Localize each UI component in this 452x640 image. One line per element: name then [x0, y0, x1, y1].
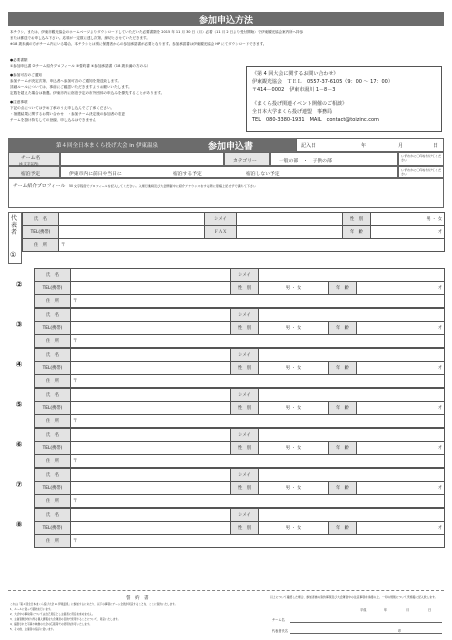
- profile-box[interactable]: [8, 178, 444, 208]
- member-name-input[interactable]: [71, 469, 231, 482]
- member-age-input[interactable]: 才: [357, 442, 445, 455]
- member-gender-label: 性 別: [231, 322, 259, 335]
- rep-fax-label: ＦＡＸ: [205, 226, 237, 239]
- member-address-input[interactable]: 〒: [71, 335, 445, 348]
- pledge-rep-line[interactable]: [290, 633, 442, 634]
- member-table: [34, 268, 445, 308]
- notes-line-2: ・抽選結果に関するお問い合わせ ・参加チーム決定後の参加者の変更: [10, 112, 125, 116]
- member-age-label: 年 齢: [329, 442, 357, 455]
- pledge-title: 誓 約 書: [126, 596, 149, 601]
- member-age-input[interactable]: 才: [357, 362, 445, 375]
- stay-option-1: 伊東市内に前日や当日に: [69, 172, 122, 177]
- member-table: [34, 308, 445, 348]
- category-note: いずれかに〇印を付けてください: [401, 154, 442, 162]
- member-table: [34, 348, 445, 388]
- contact-line-3: 〒414－0002 伊東市湯川 1－8－3: [252, 87, 336, 93]
- member-name-label: 氏 名: [35, 469, 71, 482]
- member-kana-label: シメイ: [231, 349, 259, 362]
- member-tel-input[interactable]: [71, 402, 231, 415]
- rep-tel-label: TEL(携帯): [23, 226, 59, 239]
- member-name-input[interactable]: [71, 349, 231, 362]
- member-gender-label: 性 別: [231, 402, 259, 415]
- eligible-line-3: 定数を超えた場合は抽選。伊東市内に宿泊予定の市外団体の申込みを優先することがあります。: [10, 91, 165, 95]
- team-name-sub: (6 文字以内): [19, 162, 39, 166]
- month-label: 月: [398, 143, 404, 149]
- pledge-box: [8, 590, 444, 637]
- member-kana-input[interactable]: [259, 509, 445, 522]
- member-name-input[interactable]: [71, 309, 231, 322]
- member-name-label: 氏 名: [35, 349, 71, 362]
- member-table: [34, 508, 445, 548]
- rep-name-input[interactable]: [59, 213, 205, 226]
- member-age-label: 年 齢: [329, 362, 357, 375]
- stay-options[interactable]: [60, 166, 398, 178]
- rep-label: 代表者: [11, 215, 18, 236]
- rep-tel-input[interactable]: [59, 226, 205, 239]
- member-gender-options[interactable]: 男 ・ 女: [259, 482, 329, 495]
- team-name-label-cell: [8, 152, 60, 166]
- member-name-label: 氏 名: [35, 429, 71, 442]
- member-age-input[interactable]: 才: [357, 522, 445, 535]
- member-number: ⑦: [15, 480, 23, 489]
- notes-heading: ●注意事項: [10, 100, 28, 104]
- member-address-input[interactable]: 〒: [71, 415, 445, 428]
- date-field[interactable]: [296, 138, 444, 152]
- member-address-label: 住 所: [35, 295, 71, 308]
- member-kana-input[interactable]: [259, 309, 445, 322]
- stay-note: いずれかに〇印を付けてください: [401, 168, 442, 176]
- intro-line-1: 本チラシ、または、伊東市観光協会のホームページよりダウンロードしていただいた必要書類を 2015 年 11 月 30 日（月）必着（11 月 2 日より受付開始）で伊東観光協会案内所へ持参: [10, 30, 304, 34]
- member-gender-options[interactable]: 男 ・ 女: [259, 442, 329, 455]
- rep-kana-input[interactable]: [237, 213, 343, 226]
- eligible-line-1: 参加チームが決定次第、申込者へ参加可否のご通知を発送致します。: [10, 79, 122, 83]
- member-name-label: 氏 名: [35, 509, 71, 522]
- team-name-label: チーム名: [21, 156, 41, 161]
- pledge-month: 月: [406, 608, 410, 612]
- pledge-rep-label: 代表者氏名: [272, 629, 288, 633]
- profile-hint: 50 文字程度でプロフィールを記入してください。入場行進時及び大会開催中に紹介アナウンスをする際に原稿上記せずで満ちて下さい: [69, 184, 257, 188]
- member-age-label: 年 齢: [329, 522, 357, 535]
- member-address-label: 住 所: [35, 495, 71, 508]
- member-address-input[interactable]: 〒: [71, 295, 445, 308]
- member-tel-input[interactable]: [71, 362, 231, 375]
- intro-line-3: ※18 歳未満の方がチーム内にいる場合、本チラシとは別に保護者からの参加承諾書が必要となります。参加承諾書は伊東観光協会 HP にてダウンロードできます。: [10, 42, 267, 46]
- category-options[interactable]: [270, 152, 398, 166]
- member-age-label: 年 齢: [329, 402, 357, 415]
- member-address-input[interactable]: 〒: [71, 455, 445, 468]
- profile-label: チーム紹介プロフィール: [13, 184, 66, 189]
- member-kana-label: シメイ: [231, 509, 259, 522]
- rep-age-input[interactable]: 才: [371, 226, 445, 239]
- form-title: 参加申込書: [208, 142, 254, 152]
- pledge-line-2: 2．大会中の事故等については自己責任とし主催者に責任を求めません。: [10, 613, 95, 616]
- member-age-input[interactable]: 才: [357, 402, 445, 415]
- member-number: ②: [15, 280, 23, 289]
- contact-line-1: 《第 4 回大会に関するお問い合わせ》: [252, 71, 339, 77]
- member-number: ⑤: [15, 400, 23, 409]
- rep-name-label: 氏 名: [23, 213, 59, 226]
- stay-label-cell: [8, 166, 60, 178]
- member-table: [34, 468, 445, 508]
- member-number: ④: [15, 360, 23, 369]
- member-gender-label: 性 別: [231, 522, 259, 535]
- member-table: [34, 428, 445, 468]
- member-name-input[interactable]: [71, 429, 231, 442]
- member-tel-input[interactable]: [71, 482, 231, 495]
- member-kana-input[interactable]: [259, 349, 445, 362]
- member-gender-label: 性 別: [231, 482, 259, 495]
- member-gender-options[interactable]: 男 ・ 女: [259, 282, 329, 295]
- member-name-label: 氏 名: [35, 309, 71, 322]
- member-number: ⑧: [15, 520, 23, 529]
- day-label: 日: [433, 143, 439, 149]
- member-tel-label: TEL(携帯): [35, 482, 71, 495]
- eligible-line-2: 詳細ルールについては、事前にご確認いただきますようお願いいたします。: [10, 85, 132, 89]
- member-name-label: 氏 名: [35, 389, 71, 402]
- rep-fax-input[interactable]: [237, 226, 343, 239]
- member-address-input[interactable]: 〒: [71, 535, 445, 548]
- category-options-text: 一般の部 ・ 子供の部: [279, 159, 332, 164]
- member-gender-label: 性 別: [231, 442, 259, 455]
- member-name-label: 氏 名: [35, 269, 71, 282]
- member-address-label: 住 所: [35, 375, 71, 388]
- member-gender-options[interactable]: 男 ・ 女: [259, 402, 329, 415]
- rep-age-label: 年 齢: [343, 226, 371, 239]
- member-table: [34, 388, 445, 428]
- member-tel-label: TEL(携帯): [35, 322, 71, 335]
- title-bar: [8, 12, 444, 26]
- required-items: ①参加申込書 ②チーム紹介プロフィール ③誓約書 ④参加承諾書（18 歳未満の方のみ）: [10, 64, 151, 68]
- member-gender-label: 性 別: [231, 362, 259, 375]
- member-gender-options[interactable]: 男 ・ 女: [259, 362, 329, 375]
- member-kana-label: シメイ: [231, 469, 259, 482]
- member-name-input[interactable]: [71, 269, 231, 282]
- member-number: ⑥: [15, 440, 23, 449]
- category-label-cell: [224, 152, 270, 166]
- member-age-input[interactable]: 才: [357, 282, 445, 295]
- rep-label-cell: [8, 212, 22, 264]
- member-kana-label: シメイ: [231, 309, 259, 322]
- contact-line-6: TEL 080-3380-1931 MAIL contact@toizinc.com: [252, 117, 379, 123]
- pledge-line-3: 3．主催者側が知り得る個人情報を大会運営の目的で使用することについて、同意いたします。: [10, 618, 121, 621]
- year-label: 年: [361, 143, 367, 149]
- contact-line-2: 伊東観光協会 ＴＥＬ 0557-37-6105（9：00 ～ 17：00）: [252, 79, 393, 85]
- member-age-label: 年 齢: [329, 282, 357, 295]
- member-address-input[interactable]: 〒: [71, 375, 445, 388]
- category-note-cell: [398, 152, 444, 166]
- contact-line-4: 《まくら投げ関連イベント開催のご相談》: [252, 101, 348, 107]
- form-header-bar: [8, 138, 296, 152]
- member-address-label: 住 所: [35, 455, 71, 468]
- member-address-label: 住 所: [35, 335, 71, 348]
- rep-address-label: 住 所: [23, 239, 59, 252]
- member-kana-input[interactable]: [259, 269, 445, 282]
- member-name-input[interactable]: [71, 389, 231, 402]
- member-age-input[interactable]: 才: [357, 322, 445, 335]
- pledge-line-0: これは「第４回全日本まくら投げ大会 in 伊東温泉」に参加するにあたり、以下の事項にチーム全員が同意することを、ここに誓約いたします。: [10, 603, 178, 606]
- pledge-right-text: 以上について確認した場合、参加者様の誓約事項及び大会運営中の注意事項を承諾の上、一切の規則について実施後に記入致します。: [270, 595, 438, 599]
- member-kana-input[interactable]: [259, 389, 445, 402]
- member-address-label: 住 所: [35, 415, 71, 428]
- member-kana-input[interactable]: [259, 469, 445, 482]
- member-tel-input[interactable]: [71, 322, 231, 335]
- eligible-heading: ●参加可否のご通知: [10, 73, 42, 77]
- team-name-input[interactable]: [60, 152, 224, 166]
- stay-option-2: 宿泊する予定: [173, 172, 202, 177]
- intro-line-2: または郵送でお申し込み下さい。応募が一定数に達し次第、締切とさせていただきます。: [10, 36, 150, 40]
- pledge-team-line[interactable]: [290, 622, 442, 623]
- pledge-line-1: 1．ルールに従って競技を行います。: [10, 608, 53, 611]
- rep-gender-label: 性 別: [343, 213, 371, 226]
- member-age-label: 年 齢: [329, 482, 357, 495]
- member-kana-label: シメイ: [231, 429, 259, 442]
- category-label: カテゴリー: [233, 159, 257, 164]
- required-heading: ●必要書類: [10, 58, 28, 62]
- member-gender-options[interactable]: 男 ・ 女: [259, 522, 329, 535]
- stay-note-cell: [398, 166, 444, 178]
- member-name-input[interactable]: [71, 509, 231, 522]
- member-tel-label: TEL(携帯): [35, 402, 71, 415]
- member-tel-label: TEL(携帯): [35, 522, 71, 535]
- event-name: 第４回全日本まくら投げ大会 in 伊東温泉: [56, 143, 159, 149]
- member-gender-options[interactable]: 男 ・ 女: [259, 322, 329, 335]
- member-kana-input[interactable]: [259, 429, 445, 442]
- member-kana-label: シメイ: [231, 389, 259, 402]
- pledge-line-4: 4．撮影された写真や映像の大会の広報等での使用を許可いたします。: [10, 623, 92, 626]
- rep-number: ①: [10, 251, 17, 259]
- notes-line-1: 下記の点については予め了承のうえ申し込んでご了承ください。: [10, 106, 115, 110]
- heisei-label: 平成: [360, 608, 367, 612]
- pledge-team-label: チーム名: [272, 618, 285, 622]
- member-age-label: 年 齢: [329, 322, 357, 335]
- date-label: 記入日: [301, 143, 317, 149]
- rep-gender-options[interactable]: 男 ・ 女: [371, 213, 445, 226]
- member-number: ③: [15, 320, 23, 329]
- member-age-input[interactable]: 才: [357, 482, 445, 495]
- member-tel-label: TEL(携帯): [35, 362, 71, 375]
- member-kana-label: シメイ: [231, 269, 259, 282]
- stay-label: 宿泊予定: [21, 172, 41, 177]
- member-tel-input[interactable]: [71, 522, 231, 535]
- member-tel-label: TEL(携帯): [35, 442, 71, 455]
- rep-address-input[interactable]: 〒: [59, 239, 445, 252]
- notes-line-3: チームを掛け持ちしての登録、申し込みはできません: [10, 118, 97, 122]
- pledge-year: 年: [384, 608, 388, 612]
- contact-box: [246, 66, 442, 132]
- pledge-line-5: 5．その他、主催者の指示に従います。: [10, 628, 56, 631]
- pledge-seal: 印: [398, 629, 402, 633]
- page-title: 参加申込方法: [198, 16, 253, 26]
- member-address-label: 住 所: [35, 535, 71, 548]
- rep-table: [22, 212, 445, 252]
- pledge-day: 日: [428, 608, 432, 612]
- member-tel-input[interactable]: [71, 442, 231, 455]
- member-gender-label: 性 別: [231, 282, 259, 295]
- contact-line-5: 全日本大学まくら投げ連盟 事務局: [252, 109, 333, 115]
- member-address-input[interactable]: 〒: [71, 495, 445, 508]
- member-tel-input[interactable]: [71, 282, 231, 295]
- stay-option-3: 宿泊しない予定: [246, 172, 280, 177]
- member-tel-label: TEL(携帯): [35, 282, 71, 295]
- rep-kana-label: シメイ: [205, 213, 237, 226]
